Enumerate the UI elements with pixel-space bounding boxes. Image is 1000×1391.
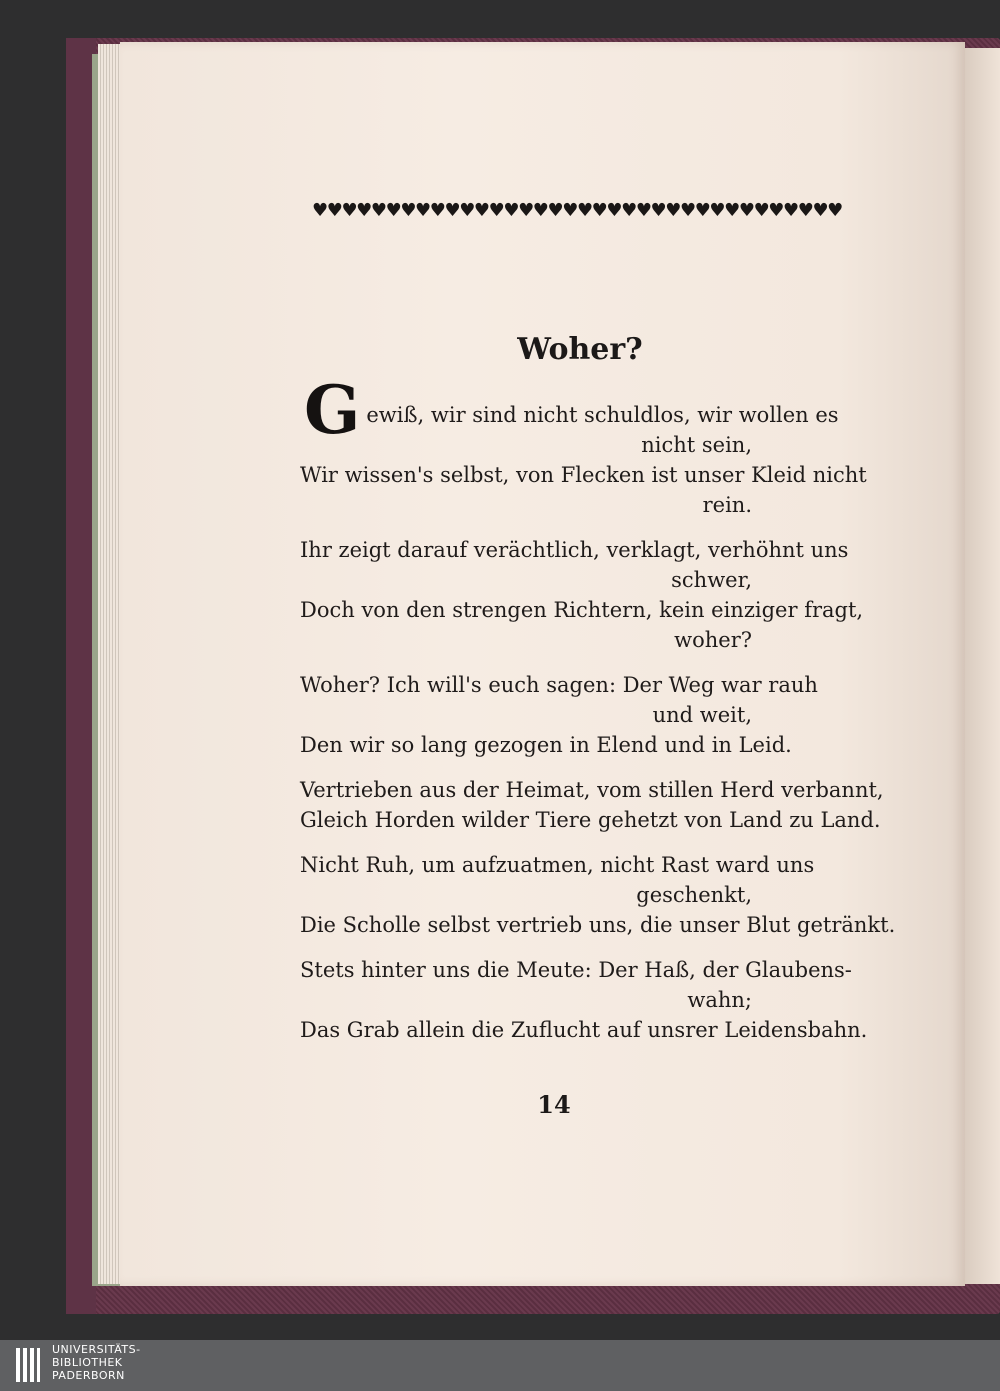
drop-cap: G [304, 371, 361, 449]
heart-ornament-icon: ♥ [812, 200, 829, 221]
poem-line [300, 378, 840, 430]
heart-ornament-icon: ♥ [621, 200, 638, 221]
poem-stanza [300, 775, 884, 835]
poem-line-text: Doch von den strengen Richtern, kein einziger fragt, [300, 598, 864, 622]
poem-stanza [300, 371, 867, 520]
heart-ornament-icon: ♥ [768, 200, 785, 221]
heart-ornament-icon: ♥ [400, 200, 417, 221]
poem-line-text: Das Grab allein die Zuflucht auf unsrer Leidensbahn. [300, 1018, 868, 1042]
heart-ornament-icon: ♥ [312, 200, 329, 221]
poem-line-text: Stets hinter uns die Meute: Der Haß, der Glaubens- [300, 958, 852, 982]
heart-ornament-icon: ♥ [576, 200, 594, 221]
heart-ornament-icon: ♥ [797, 200, 814, 221]
heart-ornament-icon: ♥ [694, 200, 711, 221]
poem-line-continuation: rein. [702, 493, 752, 517]
heart-ornament-icon: ♥ [518, 200, 535, 221]
poem-line [300, 730, 840, 760]
heart-ornament-icon: ♥ [650, 200, 667, 221]
page-number: 14 [537, 1090, 571, 1119]
poem-line [300, 805, 881, 835]
poem-stanza [300, 955, 868, 1045]
poem-body [300, 371, 896, 1060]
poem-line-text: ewiß, wir sind nicht schuldlos, wir wollen es [366, 403, 839, 427]
poem-line [300, 670, 840, 700]
poem-line-text: Wir wissen's selbst, von Flecken ist unser Kleid nicht [300, 463, 867, 487]
poem-line-text: Ihr zeigt darauf verächtlich, verklagt, verhöhnt uns [300, 538, 849, 562]
heart-ornament-icon: ♥ [679, 200, 697, 221]
poem-line-continuation: geschenkt, [636, 883, 752, 907]
heart-ornament-icon: ♥ [459, 200, 476, 221]
library-name-line: BIBLIOTHEK [52, 1356, 123, 1369]
poem-line [300, 910, 896, 940]
poem-line-text: Die Scholle selbst vertrieb uns, die unser Blut getränkt. [300, 913, 896, 937]
heart-ornament-icon: ♥ [665, 200, 682, 221]
poem-line [300, 775, 884, 805]
poem-title: Woher? [517, 332, 643, 367]
heart-ornament-icon: ♥ [429, 200, 446, 221]
heart-ornament-icon: ♥ [341, 200, 358, 221]
poem-line [300, 850, 840, 880]
poem-stanza [300, 670, 840, 760]
library-logo-icon [14, 1346, 42, 1384]
poem-line-text: Den wir so lang gezogen in Elend und in Leid. [300, 733, 792, 757]
heart-ornament-icon: ♥ [444, 200, 461, 221]
heart-ornament-icon: ♥ [532, 200, 549, 221]
heart-ornament-icon: ♥ [547, 200, 564, 221]
heart-ornament-icon: ♥ [753, 200, 770, 221]
poem-line-continuation: wahn; [687, 988, 752, 1012]
heart-ornament-icon: ♥ [591, 200, 608, 221]
heart-ornament-icon: ♥ [488, 200, 505, 221]
poem-line-continuation: und weit, [652, 703, 752, 727]
library-name-line: PADERBORN [52, 1369, 125, 1382]
poem-line-text: Gleich Horden wilder Tiere gehetzt von Land zu Land. [300, 808, 881, 832]
heart-ornament-icon: ♥ [356, 200, 373, 221]
heart-ornament-border [312, 200, 842, 222]
poem-line-continuation: schwer, [671, 568, 752, 592]
heart-ornament-icon: ♥ [709, 200, 726, 221]
poem-line-continuation: woher? [674, 628, 752, 652]
poem-stanza [300, 850, 896, 940]
heart-ornament-icon: ♥ [635, 200, 652, 221]
heart-ornament-icon: ♥ [503, 200, 520, 221]
heart-ornament-icon: ♥ [562, 200, 579, 221]
heart-ornament-icon: ♥ [385, 200, 402, 221]
facing-page-edge [962, 48, 1000, 1284]
library-name [52, 1343, 141, 1382]
poem-line [300, 535, 849, 565]
poem-line-text: Woher? Ich will's euch sagen: Der Weg war rauh [300, 673, 818, 697]
poem-stanza [300, 535, 864, 655]
poem-line-text: Nicht Ruh, um aufzuatmen, nicht Rast ward uns [300, 853, 815, 877]
poem-line [300, 460, 867, 490]
heart-ornament-icon: ♥ [415, 200, 432, 221]
poem-line-continuation: nicht sein, [641, 433, 752, 457]
heart-ornament-icon: ♥ [724, 200, 741, 221]
poem-line [300, 595, 864, 625]
heart-ornament-icon: ♥ [370, 200, 388, 221]
heart-ornament-icon: ♥ [783, 200, 800, 221]
poem-line [300, 955, 852, 985]
poem-line-text: Vertrieben aus der Heimat, vom stillen Herd verbannt, [300, 778, 884, 802]
heart-ornament-icon: ♥ [738, 200, 755, 221]
heart-ornament-icon: ♥ [326, 200, 343, 221]
footer-bar [0, 1340, 1000, 1391]
library-name-line: UNIVERSITÄTS- [52, 1343, 141, 1356]
poem-line [300, 1015, 868, 1045]
heart-ornament-icon: ♥ [606, 200, 623, 221]
heart-ornament-icon: ♥ [827, 200, 844, 221]
heart-ornament-icon: ♥ [473, 200, 491, 221]
